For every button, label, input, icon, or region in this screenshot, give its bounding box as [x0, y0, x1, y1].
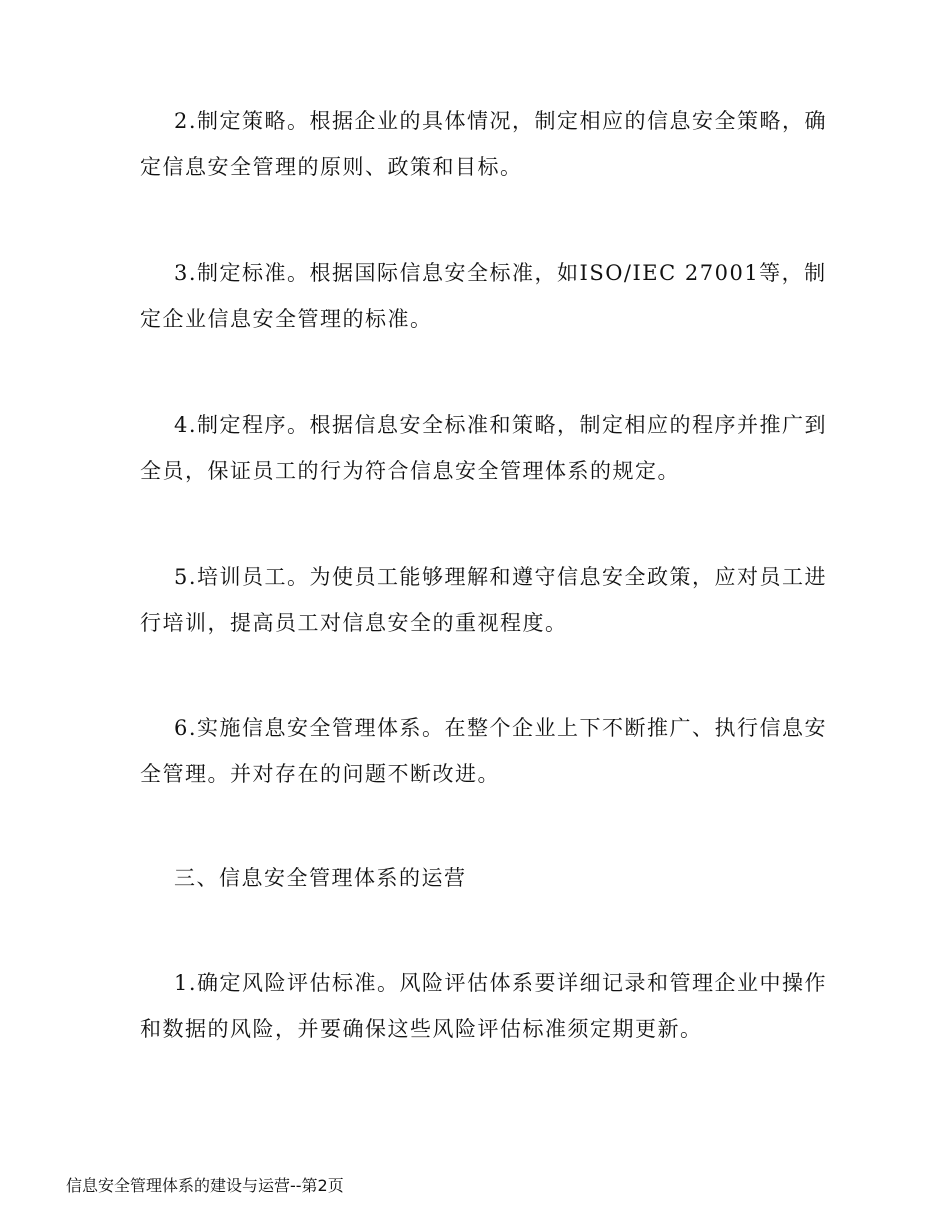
page-footer: 信息安全管理体系的建设与运营--第2页 [66, 1176, 344, 1195]
paragraph-formulate-standards: 3.制定标准。根据国际信息安全标准，如ISO/IEC 27001等，制定企业信息安全管理的标准。 [140, 261, 827, 331]
paragraph-risk-assessment: 1.确定风险评估标准。风险评估体系要详细记录和管理企业中操作和数据的风险，并要确保这些风险评估标准须定期更新。 [140, 971, 828, 1041]
paragraph-implement-system: 6.实施信息安全管理体系。在整个企业上下不断推广、执行信息安全管理。并对存在的问题不断改进。 [140, 716, 828, 786]
paragraph-formulate-strategy: 2.制定策略。根据企业的具体情况，制定相应的信息安全策略，确定信息安全管理的原则、政策和目标。 [140, 109, 828, 179]
paragraph-train-employees: 5.培训员工。为使员工能够理解和遵守信息安全政策，应对员工进行培训，提高员工对信息安全的重视程度。 [140, 565, 828, 635]
section-heading: 三、信息安全管理体系的运营 [174, 866, 467, 890]
paragraph-formulate-procedures: 4.制定程序。根据信息安全标准和策略，制定相应的程序并推广到全员，保证员工的行为符合信息安全管理体系的规定。 [140, 413, 828, 483]
